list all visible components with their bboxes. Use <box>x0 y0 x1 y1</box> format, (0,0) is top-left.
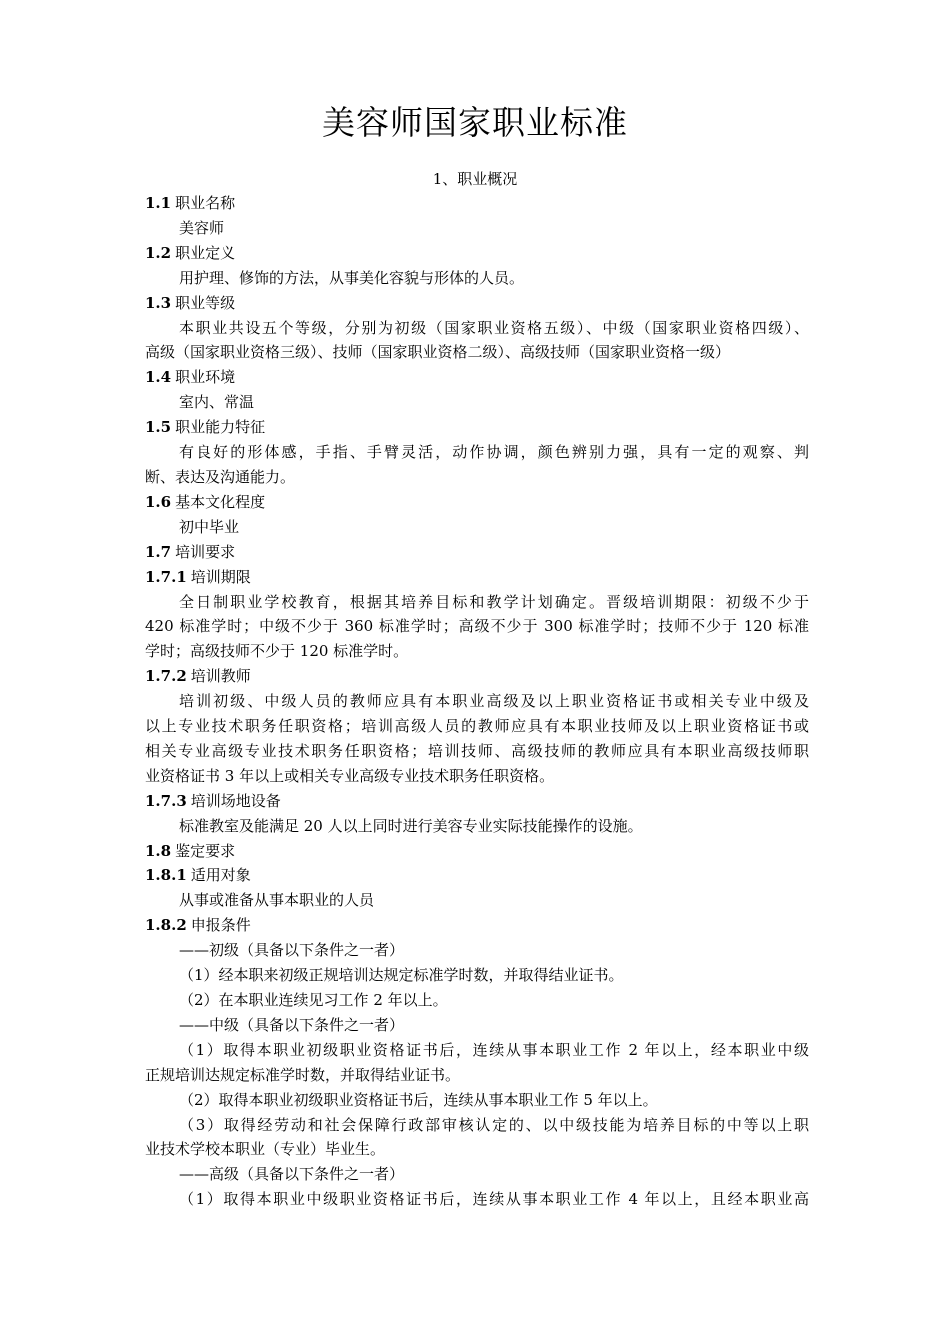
paragraph-line: （2）取得本职业初级职业资格证书后，连续从事本职业工作 5 年以上。 <box>179 1090 658 1109</box>
paragraph-line: 业技术学校本职业（专业）毕业生。 <box>145 1140 386 1159</box>
paragraph-line: 标准教室及能满足 20 人以上同时进行美容专业实际技能操作的设施。 <box>179 816 643 835</box>
paragraph-line: （2）在本职业连续见习工作 2 年以上。 <box>179 991 448 1009</box>
heading-text: 职业定义 <box>175 243 236 262</box>
paragraph-line: 业资格证书 3 年以上或相关专业高级专业技术职务任职资格。 <box>145 766 555 785</box>
paragraph-line: 学时；高级技师不少于 120 标准学时。 <box>145 642 409 661</box>
paragraph-line: 断、表达及沟通能力。 <box>145 467 296 486</box>
heading-number: 1.8 <box>145 841 172 860</box>
heading-number: 1.7.3 <box>145 791 187 810</box>
paragraph-line: 有良好的形体感，手指、手臂灵活，动作协调，颜色辨别力强，具有一定的观察、判 <box>179 443 809 462</box>
heading-text: 职业名称 <box>175 194 236 212</box>
section-title: 1、职业概况 <box>432 170 518 188</box>
heading-number: 1.8.1 <box>145 866 187 885</box>
paragraph-line: 以上专业技术职务任职资格；培训高级人员的教师应具有本职业技师及以上职业资格证书或 <box>145 717 809 736</box>
paragraph-line: ——高级（具备以下条件之一者） <box>179 1165 405 1184</box>
paragraph-line: 420 标准学时；中级不少于 360 标准学时；高级不少于 300 标准学时；技师不少于 120 标准 <box>145 617 809 636</box>
heading-text: 培训场地设备 <box>190 791 281 810</box>
paragraph-line: 本职业共设五个等级，分别为初级（国家职业资格五级）、中级（国家职业资格四级）、 <box>179 318 809 337</box>
heading-text: 培训要求 <box>175 542 236 561</box>
heading-number: 1.7.2 <box>145 667 187 686</box>
heading-text: 申报条件 <box>190 916 251 935</box>
section-heading <box>145 789 809 814</box>
heading-number: 1.4 <box>145 368 172 387</box>
heading-number: 1.8.2 <box>145 916 187 935</box>
section-heading <box>145 863 809 888</box>
heading-text: 适用对象 <box>190 866 251 885</box>
paragraph-line: 室内、常温 <box>179 393 255 412</box>
section-heading <box>145 241 809 266</box>
paragraph-line: （3）取得经劳动和社会保障行政部审核认定的、以中级技能为培养目标的中等以上职 <box>179 1115 809 1134</box>
paragraph-line: 正规培训达规定标准学时数，并取得结业证书。 <box>145 1065 461 1084</box>
paragraph-line: 用护理、修饰的方法，从事美化容貌与形体的人员。 <box>179 268 525 287</box>
heading-number: 1.7 <box>145 542 172 561</box>
paragraph-line: （1）经本职来初级正规培训达规定标准学时数，并取得结业证书。 <box>179 966 624 985</box>
paragraph-line: ——初级（具备以下条件之一者） <box>179 941 405 960</box>
section-heading <box>145 540 809 565</box>
paragraph-line: ——中级（具备以下条件之一者） <box>179 1015 405 1034</box>
paragraph-line: 相关专业高级专业技术职务任职资格；培训技师、高级技师的教师应具有本职业高级技师职 <box>145 741 809 760</box>
document-title: 美容师国家职业标准 <box>322 103 628 142</box>
section-heading <box>145 664 809 689</box>
heading-number: 1.7.1 <box>145 567 187 586</box>
section-heading <box>145 191 809 216</box>
heading-number: 1.3 <box>145 293 172 312</box>
paragraph-line: 培训初级、中级人员的教师应具有本职业高级及以上职业资格证书或相关专业中级及 <box>179 692 809 711</box>
heading-number: 1.6 <box>145 492 172 511</box>
paragraph-line: 高级（国家职业资格三级）、技师（国家职业资格二级）、高级技师（国家职业资格一级） <box>145 343 731 362</box>
heading-number: 1.5 <box>145 418 172 437</box>
paragraph-line: 全日制职业学校教育，根据其培养目标和教学计划确定。晋级培训期限：初级不少于 <box>179 592 809 611</box>
heading-number: 1.1 <box>145 194 172 212</box>
section-heading <box>145 913 809 938</box>
section-heading <box>145 490 809 515</box>
heading-text: 职业环境 <box>175 368 236 387</box>
section-heading <box>145 291 809 316</box>
heading-number: 1.2 <box>145 243 172 262</box>
heading-text: 鉴定要求 <box>175 841 236 860</box>
paragraph-line: 初中毕业 <box>179 517 240 536</box>
paragraph-line: 从事或准备从事本职业的人员 <box>179 891 375 910</box>
section-heading <box>145 565 809 590</box>
section-heading <box>145 365 809 390</box>
section-heading <box>145 415 809 440</box>
heading-text: 培训期限 <box>190 567 251 586</box>
paragraph-line: （1）取得本职业初级职业资格证书后，连续从事本职业工作 2 年以上，经本职业中级 <box>179 1040 809 1059</box>
heading-text: 培训教师 <box>190 667 251 686</box>
heading-text: 职业能力特征 <box>175 418 266 437</box>
heading-text: 基本文化程度 <box>175 492 266 511</box>
section-heading <box>145 839 809 864</box>
paragraph-line: （1）取得本职业中级职业资格证书后，连续从事本职业工作 4 年以上，且经本职业高 <box>179 1190 809 1209</box>
heading-text: 职业等级 <box>175 293 236 312</box>
document-body <box>145 191 809 1212</box>
paragraph-line: 美容师 <box>179 218 225 237</box>
